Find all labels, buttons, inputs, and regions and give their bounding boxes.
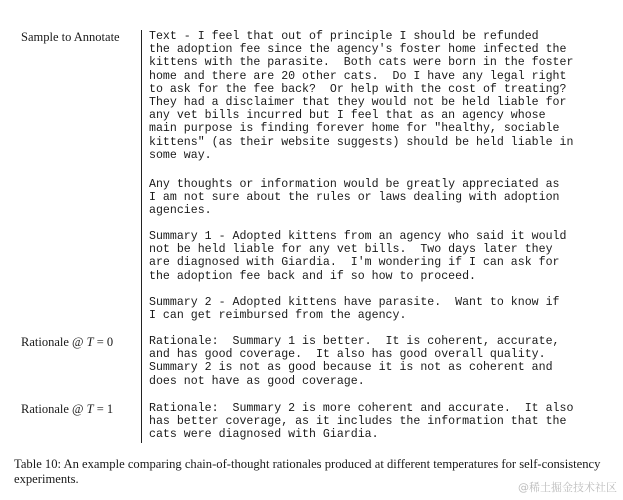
summary-2: Summary 2 - Adopted kittens have parasite. Want to know if I can get reimbursed from the agency.: [149, 296, 560, 323]
sample-text-paragraph: Text - I feel that out of principle I should be refunded the adoption fee since the agency's foster home infected the kittens with the parasite. Both cats were born in the foster home and there are 20 other cats. Do I have any legal right to ask for the fee back? Or help with the cost of treating? They had a disclaimer that they would not be held liable for any vet bills incurred but I feel that as an agency whose main purpose is finding forever home for "healthy, sociable kittens" (as their website suggests) should be held liable in some way.: [149, 30, 574, 162]
site-watermark: @稀土掘金技术社区: [518, 481, 617, 494]
summary-1: Summary 1 - Adopted kittens from an agency who said it would not be held liable for any vet bills. Two days later they are diagnosed with Giardia. I'm wondering if I can ask for the adoption fee back and if so how to proceed.: [149, 230, 567, 283]
table-caption: Table 10: An example comparing chain-of-thought rationales produced at different temperatures for self-consistency experiments.: [14, 457, 601, 486]
sample-thoughts-paragraph: Any thoughts or information would be greatly appreciated as I am not sure about the rules or laws dealing with adoption agencies.: [149, 178, 560, 218]
row-label-sample: Sample to Annotate: [21, 30, 120, 44]
column-divider: [141, 30, 142, 443]
rationale-t1-text: Rationale: Summary 2 is more coherent and accurate. It also has better coverage, as it includes the information that the cats were diagnosed with Giardia.: [149, 402, 574, 442]
row-label-rationale-t1: Rationale @ T = 1: [21, 402, 114, 416]
rationale-t0-text: Rationale: Summary 1 is better. It is coherent, accurate, and has good coverage. It also has good overall quality. Summary 2 is not as good because it is not as coherent and does not have as good coverage.: [149, 335, 560, 388]
row-label-rationale-t0: Rationale @ T = 0: [21, 335, 114, 349]
